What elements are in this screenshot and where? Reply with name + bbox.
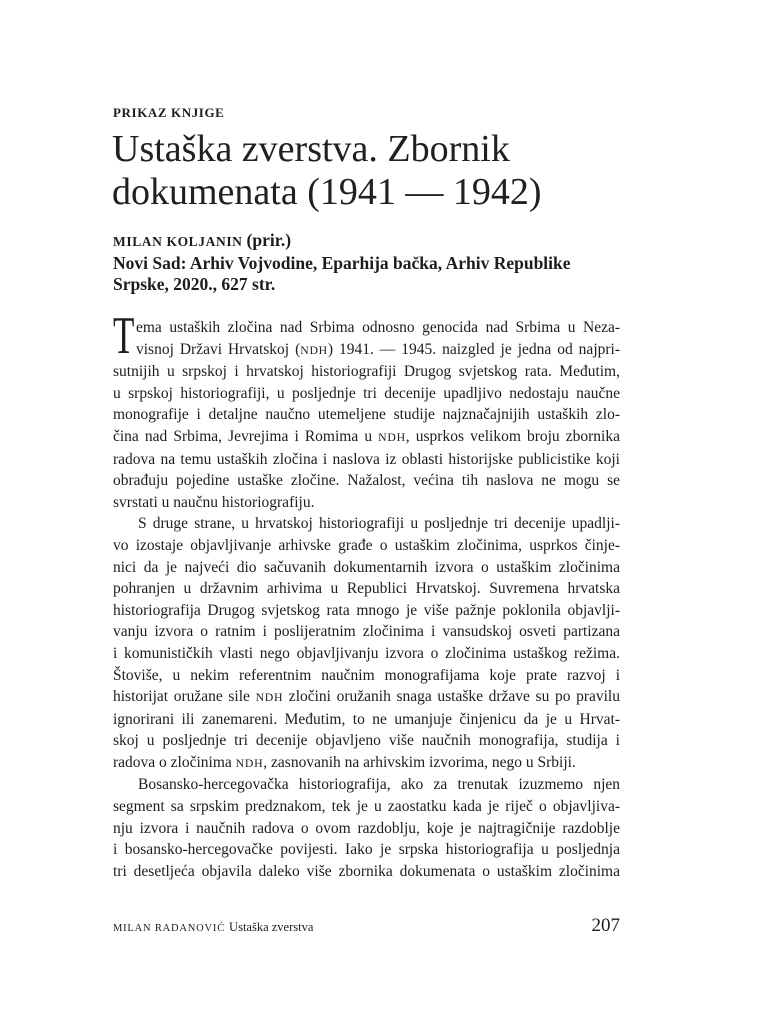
body-line: nju izvora i naučnih radova o ovom razdoblju, koje je najtragičnije razdoblje	[113, 819, 620, 837]
title-line: Ustaška zverstva. Zbornik	[112, 128, 510, 170]
line-text: historijat oružane sile	[113, 688, 256, 706]
body-line: historiografija Drugog svjetskog rata mnogo je više pažnje poklonila objavlji-	[113, 601, 620, 619]
body-line: pohranjen u državnim arhivima u Republici Hrvatskoj. Suvremena hrvatska	[113, 580, 620, 598]
footer-title: Ustaška zverstva	[229, 920, 314, 934]
body-line	[113, 752, 620, 775]
line-text: zločini oružanih snaga ustaške države su po pravilu	[283, 688, 620, 706]
body-line: vanju izvora o ratnim i poslijeratnim zločinima i vansudskoj osveti partizana	[113, 623, 620, 641]
body-line: Štoviše, u nekim referentnim naučnim monografijama koje prate razvoj i	[113, 666, 620, 684]
abbreviation-ndh: NDH	[255, 691, 284, 705]
body-line: sutnijih u srpskoj i hrvatskoj historiografiji Drugog svjetskog rata. Međutim,	[113, 363, 620, 381]
paragraph	[113, 774, 620, 882]
line-text: čina nad Srbima, Jevrejima i Romima u	[113, 427, 379, 445]
bibliographic-info	[113, 230, 673, 296]
body-line: skoj u posljednje tri decenije objavljeno više naučnih monografija, studija i	[113, 732, 620, 750]
body-line: i bosansko-hercegovačke povijesti. Iako je srpska historiografija u posljednja	[113, 841, 620, 859]
abbreviation-ndh: NDH	[300, 343, 328, 357]
body-line	[113, 686, 620, 709]
body-line: S druge strane, u hrvatskoj historiografiji u posljednje tri decenije upadlji-	[138, 515, 620, 533]
body-line: tri desetljeća objavila daleko više zbornika dokumenata o ustaškim zločinima	[113, 862, 620, 880]
body-line: vo izostaje objavljivanje arhivske građe o ustaškim zločinima, usprkos činje-	[113, 536, 620, 554]
publication-line: Srpske, 2020., 627 str.	[113, 274, 276, 294]
footer-citation	[113, 917, 313, 939]
body-line	[113, 426, 620, 449]
page-number: 207	[591, 915, 620, 936]
body-line: obrađuju pojedine ustaške zločine. Nažalost, većina tih naslova ne mogu se	[113, 472, 620, 490]
title-line: dokumenata (1941 — 1942)	[112, 171, 542, 213]
line-text: radova o zločinima	[113, 753, 236, 771]
footer-author: MILAN RADANOVIĆ	[113, 923, 226, 934]
article-body	[113, 307, 620, 882]
line-text: , usprkos velikom broju zbornika	[405, 427, 620, 445]
body-line: radova na temu ustaških zločina i naslova iz oblasti historijske publicistike koji	[113, 450, 620, 468]
editor-role: (prir.)	[246, 230, 292, 250]
publication-line: Novi Sad: Arhiv Vojvodine, Eparhija bačka, Arhiv Republike	[113, 252, 571, 273]
paragraph	[113, 317, 620, 513]
body-line: monografije i detaljne naučno utemeljene studije najznačajnijih ustaških zlo-	[113, 406, 620, 424]
line-text: ) 1941. — 1945. naizgled je jedna od najpri-	[327, 340, 620, 358]
body-line: segment sa srpskim predznakom, tek je u zaostatku kada je riječ o objavljiva-	[113, 798, 620, 816]
body-line: Bosansko-hercegovačka historiografija, ako za trenutak izuzmemo njen	[138, 776, 620, 794]
drop-cap: T	[113, 307, 135, 366]
body-line: i komunističkih vlasti nego objavljivanju izvora o zločinima ustaškog režima.	[113, 644, 620, 662]
paragraph	[113, 513, 620, 774]
abbreviation-ndh: NDH	[235, 756, 264, 770]
body-line: u srpskoj historiografiji, u posljednje tri decenije upadljivo nedostaju naučne	[113, 384, 620, 402]
line-text: , zasnovanih na arhivskim izvorima, nego u Srbiji.	[263, 753, 576, 771]
body-line: ema ustaških zločina nad Srbima odnosno genocida nad Srbima u Neza-	[136, 319, 620, 336]
body-line: ignorirani ili zanemareni. Međutim, to ne umanjuje činjenicu da je u Hrvat-	[113, 710, 620, 728]
body-line: nici da je najveći dio sačuvanih dokumentarnih izvora o ustaškim zločinima	[113, 558, 620, 576]
abbreviation-ndh: NDH	[378, 430, 406, 444]
body-line: svrstati u naučnu historiografiju.	[113, 493, 315, 511]
editor-name: MILAN KOLJANIN	[113, 234, 243, 249]
running-footer	[113, 916, 620, 939]
article-title	[112, 128, 542, 214]
body-line	[113, 339, 620, 362]
editor-line	[113, 230, 673, 253]
line-text: visnoj Državi Hrvatskoj (	[136, 340, 301, 358]
section-label: PRIKAZ KNJIGE	[113, 105, 225, 120]
